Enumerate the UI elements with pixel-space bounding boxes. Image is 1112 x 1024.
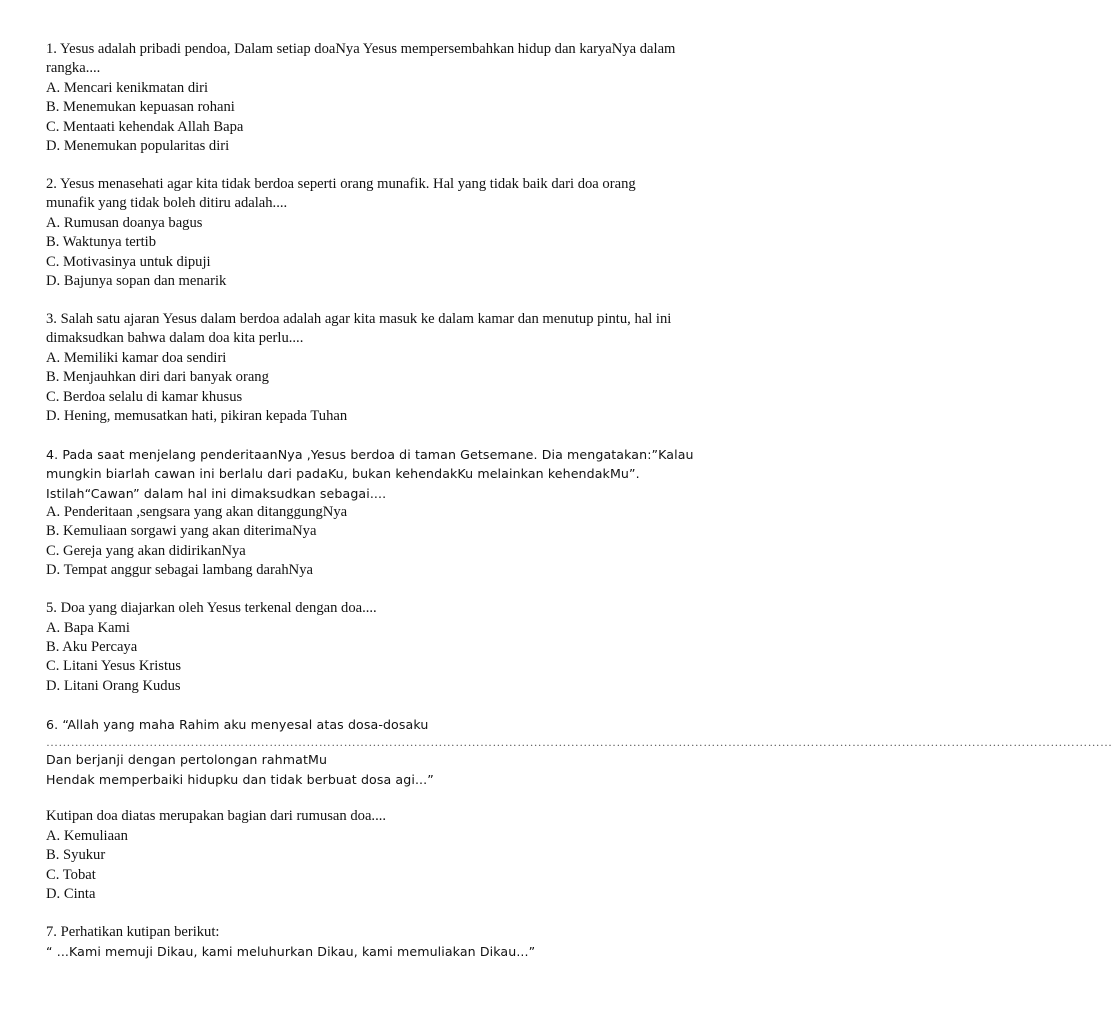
- question-2-stem-line-1: 2. Yesus menasehati agar kita tidak berdoa seperti orang munafik. Hal yang tidak baik dari doa orang: [46, 175, 636, 192]
- question-1-stem-line-2: rangka....: [46, 60, 101, 77]
- question-6-stem: Kutipan doa diatas merupakan bagian dari rumusan doa....: [46, 808, 387, 825]
- question-5: [46, 599, 736, 696]
- question-3-stem-line-1: 3. Salah satu ajaran Yesus dalam berdoa adalah agar kita masuk ke dalam kamar dan menutup pintu, hal ini: [46, 310, 672, 327]
- question-3-option-c: C. Berdoa selalu di kamar khusus: [46, 388, 243, 405]
- question-6: [46, 715, 1112, 905]
- question-3-option-b: B. Menjauhkan diri dari banyak orang: [46, 369, 269, 386]
- question-6-quote-line-3: Hendak memperbaiki hidupku dan tidak berbuat dosa agi...”: [46, 771, 434, 787]
- question-1-option-b: B. Menemukan kepuasan rohani: [46, 99, 235, 116]
- question-2-option-c: C. Motivasinya untuk dipuji: [46, 253, 211, 270]
- question-1-option-c: C. Mentaati kehendak Allah Bapa: [46, 118, 244, 135]
- question-4-stem-line-2: mungkin biarlah cawan ini berlalu dari padaKu, bukan kehendakKu melainkan kehendakMu”.: [46, 466, 640, 482]
- question-4-stem-line-1: 4. Pada saat menjelang penderitaanNya ,Yesus berdoa di taman Getsemane. Dia mengatakan:”Kalau: [46, 446, 694, 462]
- question-6-quote-line-1: 6. “Allah yang maha Rahim aku menyesal atas dosa-dosaku: [46, 716, 429, 732]
- question-5-option-b: B. Aku Percaya: [46, 638, 138, 655]
- question-4-option-d: D. Tempat anggur sebagai lambang darahNya: [46, 562, 313, 579]
- question-1-option-a: A. Mencari kenikmatan diri: [46, 79, 209, 96]
- document-page: [46, 40, 1112, 980]
- question-6-option-c: C. Tobat: [46, 866, 96, 883]
- question-6-quote-line-2: Dan berjanji dengan pertolongan rahmatMu: [46, 752, 328, 768]
- question-7: [46, 923, 736, 962]
- question-4-stem-line-3: Istilah“Cawan” dalam hal ini dimaksudkan sebagai....: [46, 485, 387, 501]
- question-4: [46, 445, 736, 581]
- question-3-option-d: D. Hening, memusatkan hati, pikiran kepada Tuhan: [46, 407, 348, 424]
- question-1-stem-line-1: 1. Yesus adalah pribadi pendoa, Dalam setiap doaNya Yesus mempersembahkan hidup dan karyaNya dalam: [46, 41, 676, 57]
- question-1: [46, 40, 736, 156]
- question-3: [46, 310, 736, 426]
- question-2-stem-line-2: munafik yang tidak boleh ditiru adalah....: [46, 195, 288, 212]
- question-4-option-c: C. Gereja yang akan didirikanNya: [46, 542, 246, 559]
- question-2-option-d: D. Bajunya sopan dan menarik: [46, 272, 227, 289]
- question-6-dots: ……………………………………………………………………………………………………………………………………………………………………………………………………………………………………: [46, 735, 1112, 750]
- question-5-option-a: A. Bapa Kami: [46, 619, 130, 636]
- question-7-stem-line-1: 7. Perhatikan kutipan berikut:: [46, 923, 220, 940]
- question-2-option-a: A. Rumusan doanya bagus: [46, 214, 203, 231]
- question-6-option-b: B. Syukur: [46, 847, 106, 864]
- question-2-option-b: B. Waktunya tertib: [46, 234, 157, 251]
- question-7-quote: “ ...Kami memuji Dikau, kami meluhurkan Dikau, kami memuliakan Dikau...”: [46, 944, 536, 960]
- question-2: [46, 175, 736, 291]
- question-6-option-d: D. Cinta: [46, 886, 96, 903]
- question-4-option-a: A. Penderitaan ,sengsara yang akan ditanggungNya: [46, 504, 348, 521]
- question-6-option-a: A. Kemuliaan: [46, 827, 128, 844]
- question-5-option-c: C. Litani Yesus Kristus: [46, 658, 182, 675]
- question-5-stem: 5. Doa yang diajarkan oleh Yesus terkenal dengan doa....: [46, 600, 377, 617]
- question-3-option-a: A. Memiliki kamar doa sendiri: [46, 349, 227, 366]
- question-3-stem-line-2: dimaksudkan bahwa dalam doa kita perlu....: [46, 330, 304, 347]
- question-5-option-d: D. Litani Orang Kudus: [46, 677, 181, 694]
- question-6-dotted-line: [46, 734, 1112, 750]
- question-4-option-b: B. Kemuliaan sorgawi yang akan diterimaNya: [46, 523, 317, 540]
- question-1-option-d: D. Menemukan popularitas diri: [46, 138, 230, 155]
